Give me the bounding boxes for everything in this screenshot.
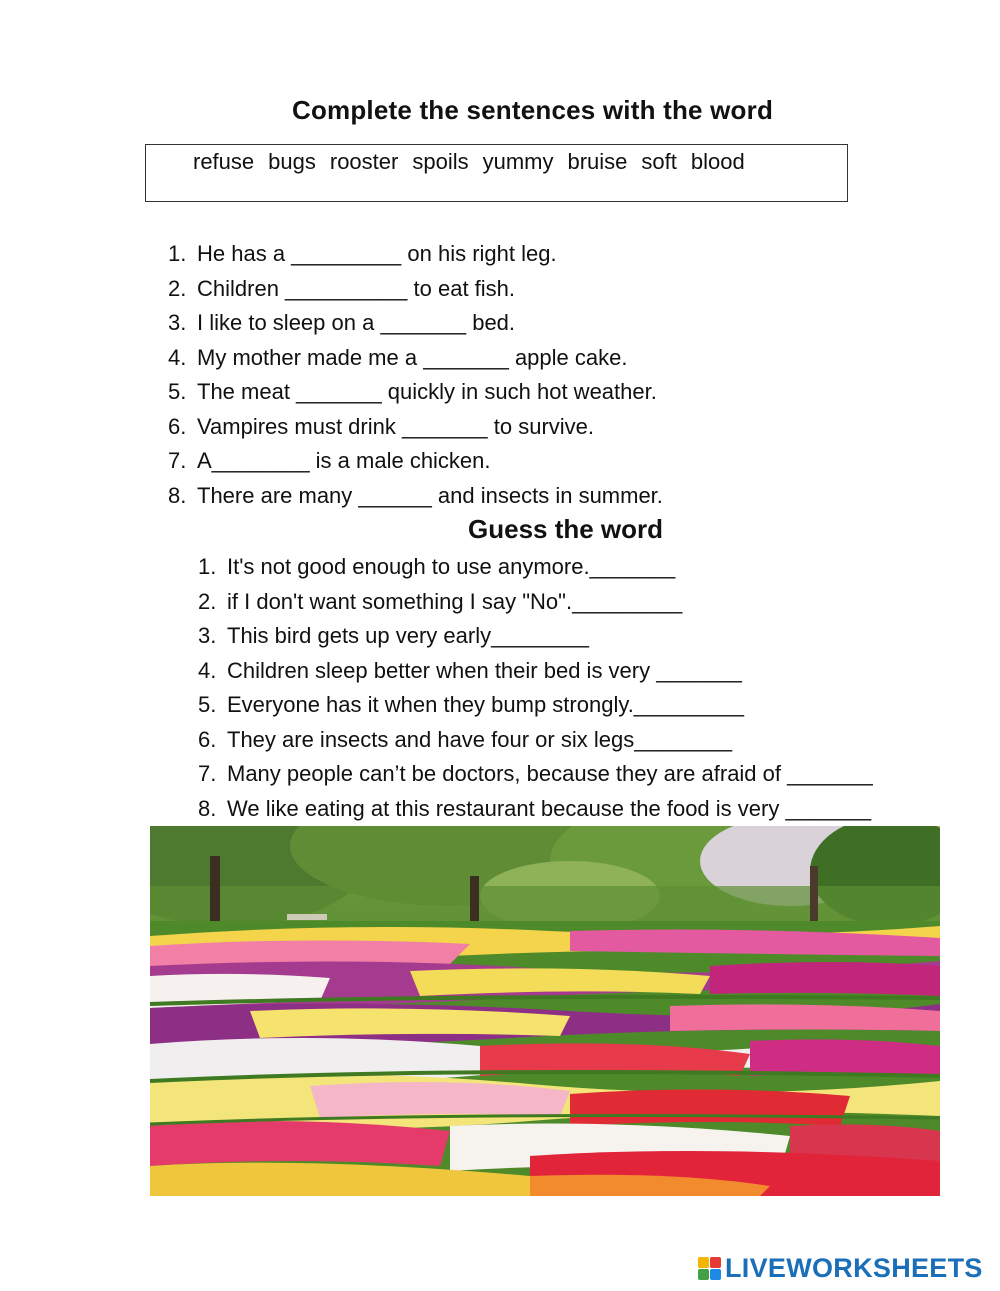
tulip-garden-photo <box>150 826 940 1196</box>
item-number: 3. <box>198 623 217 648</box>
list-item <box>198 550 873 585</box>
list-item <box>168 479 663 514</box>
section-subtitle: Guess the word <box>468 514 664 544</box>
item-number: 7. <box>168 448 187 473</box>
word-bank-item: spoils <box>412 149 469 174</box>
item-text: Children __________ to eat fish. <box>197 275 516 301</box>
item-text: They are insects and have four or six legs________ <box>227 726 733 752</box>
item-number: 5. <box>198 692 217 717</box>
item-text: We like eating at this restaurant because the food is very _______ <box>227 795 872 821</box>
logo-square <box>698 1269 709 1280</box>
item-number: 6. <box>168 413 187 439</box>
logo-mark-icon <box>698 1257 721 1280</box>
list-item <box>168 237 663 272</box>
item-text: if I don't want something I say "No"._________ <box>227 588 683 614</box>
word-bank-item: blood <box>690 149 745 174</box>
word-bank-item: yummy <box>482 149 554 174</box>
word-bank-item: bugs <box>268 149 316 174</box>
list-item <box>198 723 873 758</box>
item-text: Everyone has it when they bump strongly._________ <box>227 692 744 717</box>
list-item <box>198 757 873 792</box>
word-bank-item: refuse <box>193 149 255 174</box>
item-text: I like to sleep on a _______ bed. <box>197 310 516 335</box>
word-bank <box>145 144 848 202</box>
list-item <box>168 375 663 410</box>
item-text: This bird gets up very early________ <box>227 623 589 648</box>
word-bank-item: bruise <box>567 149 628 174</box>
list-item <box>198 688 873 723</box>
item-number: 3. <box>168 310 187 335</box>
liveworksheets-logo <box>698 1253 983 1283</box>
item-number: 1. <box>168 241 187 266</box>
word-bank-item: soft <box>641 149 677 174</box>
logo-square <box>698 1257 709 1268</box>
list-item <box>168 410 663 445</box>
brand-name: LIVEWORKSHEETS <box>725 1252 983 1283</box>
item-number: 8. <box>198 795 217 821</box>
logo-square <box>710 1269 721 1280</box>
item-text: My mother made me a _______ apple cake. <box>197 344 628 370</box>
list-item <box>198 792 873 827</box>
item-number: 2. <box>168 275 187 301</box>
item-number: 6. <box>198 726 217 752</box>
item-number: 4. <box>168 344 187 370</box>
list-item <box>168 444 663 479</box>
item-text: Vampires must drink _______ to survive. <box>197 413 594 439</box>
guess-the-word-list <box>198 550 873 826</box>
item-text: Many people can’t be doctors, because they are afraid of _______ <box>227 761 873 786</box>
item-text: There are many ______ and insects in summer. <box>197 482 663 508</box>
complete-sentences-list <box>168 237 663 513</box>
item-text: Children sleep better when their bed is very _______ <box>227 657 742 683</box>
worksheet-title: Complete the sentences with the word <box>291 95 774 125</box>
item-number: 5. <box>168 379 187 404</box>
list-item <box>198 619 873 654</box>
list-item <box>168 272 663 307</box>
list-item <box>168 306 663 341</box>
item-number: 4. <box>198 657 217 683</box>
item-number: 2. <box>198 588 217 614</box>
logo-square <box>710 1257 721 1268</box>
item-number: 1. <box>198 554 217 579</box>
list-item <box>198 654 873 689</box>
item-text: A________ is a male chicken. <box>197 448 491 473</box>
item-text: He has a _________ on his right leg. <box>197 241 557 266</box>
list-item <box>168 341 663 376</box>
list-item <box>198 585 873 620</box>
item-text: It's not good enough to use anymore._______ <box>227 554 676 579</box>
item-text: The meat _______ quickly in such hot weather. <box>197 379 657 404</box>
item-number: 8. <box>168 482 187 508</box>
word-bank-item: rooster <box>329 149 399 174</box>
item-number: 7. <box>198 761 217 786</box>
